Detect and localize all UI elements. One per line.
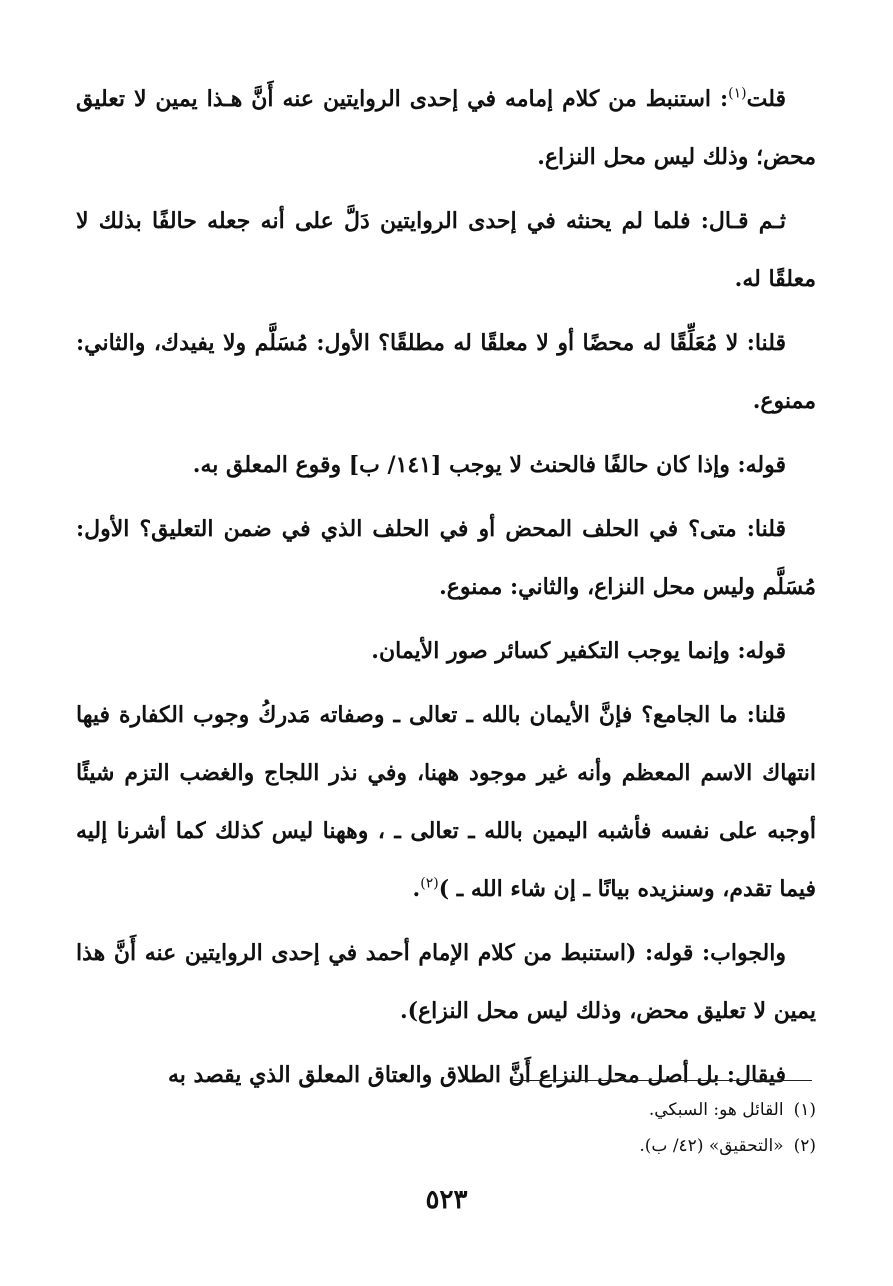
paragraph-6 — [76, 622, 816, 680]
page-number: ٥٢٣ — [425, 1185, 468, 1215]
paragraph-text: متى؟ في الحلف المحض أو في الحلف الذي في ضمن التعليق؟ الأول: مُسَلَّم وليس محل النزاع، والثاني: ممنوع. — [76, 516, 816, 600]
footnote-divider — [512, 1080, 812, 1081]
main-text — [76, 70, 816, 1110]
paragraph-lead: قلنا: — [737, 702, 787, 728]
paragraph-text: قوله: (استنبط من كلام الإمام أحمد في إحدى الروايتين عنه أَنَّ هذا يمين لا تعليق محض، وذلك ليس محل النزاع). — [76, 940, 816, 1024]
paragraph-lead: قلنا: — [738, 330, 786, 356]
footnote-number: (١) — [793, 1100, 816, 1120]
paragraph-text: وإنما يوجب التكفير كسائر صور الأيمان. — [371, 638, 730, 664]
footnote-1 — [76, 1092, 816, 1128]
paragraph-2 — [76, 192, 816, 308]
footnote-reference[interactable]: (٢) — [420, 875, 439, 892]
paragraph-text: لا مُعَلِّقًا له محضًا أو لا معلقًا له مطلقًا؟ الأول: مُسَلَّم ولا يفيدك، والثاني: ممنوع. — [76, 330, 816, 414]
footnote-reference[interactable]: (١) — [728, 85, 747, 102]
paragraph-7 — [76, 686, 816, 918]
paragraph-lead: قوله: — [729, 452, 786, 478]
paragraph-text: وإذا كان حالفًا فالحنث لا يوجب [١٤١/ ب] وقوع المعلق به. — [192, 452, 730, 478]
paragraph-text: ما الجامع؟ فإنَّ الأيمان بالله ـ تعالى ـ وصفاته مَدركُ وجوب الكفارة فيها انتهاك الاسم المعظم وأنه غير موجود ههنا، وفي نذر اللجاج والغضب التزم شيئًا أوجبه على نفسه فأشبه اليمين بالله ـ تعالى ـ ، وههنا ليس كذلك كما أشرنا إليه فيما تقدم، وسنزيده بيانًا ـ إن شاء الله ـ ) — [76, 702, 816, 902]
paragraph-8 — [76, 924, 816, 1040]
paragraph-1 — [76, 70, 816, 186]
paragraph-4 — [76, 436, 816, 494]
paragraph-5 — [76, 500, 816, 616]
paragraph-3 — [76, 314, 816, 430]
footnote-text: «التحقيق» (٤٢/ ب). — [639, 1136, 784, 1156]
footnotes — [76, 1092, 816, 1164]
paragraph-lead: قوله: — [729, 638, 786, 664]
paragraph-lead: فيقال: — [719, 1062, 786, 1088]
footnote-number: (٢) — [793, 1136, 816, 1156]
paragraph-lead: والجواب: — [693, 940, 786, 966]
paragraph-text: : استنبط من كلام إمامه في إحدى الروايتين عنه أَنَّ هـذا يمين لا تعليق محض؛ وذلك ليس محل النزاع. — [76, 86, 816, 170]
paragraph-lead: ثـم قـال: — [690, 208, 786, 234]
paragraph-lead: قلنا: — [736, 516, 787, 542]
paragraph-text: فلما لم يحنثه في إحدى الروايتين دَلَّ على أنه جعله حالفًا بذلك لا معلقًا له. — [76, 208, 816, 292]
footnote-text: القائل هو: السبكي. — [648, 1100, 784, 1120]
paragraph-tail: . — [412, 876, 421, 902]
footnote-2 — [76, 1128, 816, 1164]
paragraph-text: بل أصل محل النزاع أَنَّ الطلاق والعتاق المعلق الذي يقصد به — [167, 1062, 720, 1088]
paragraph-lead: قلت — [746, 86, 786, 112]
